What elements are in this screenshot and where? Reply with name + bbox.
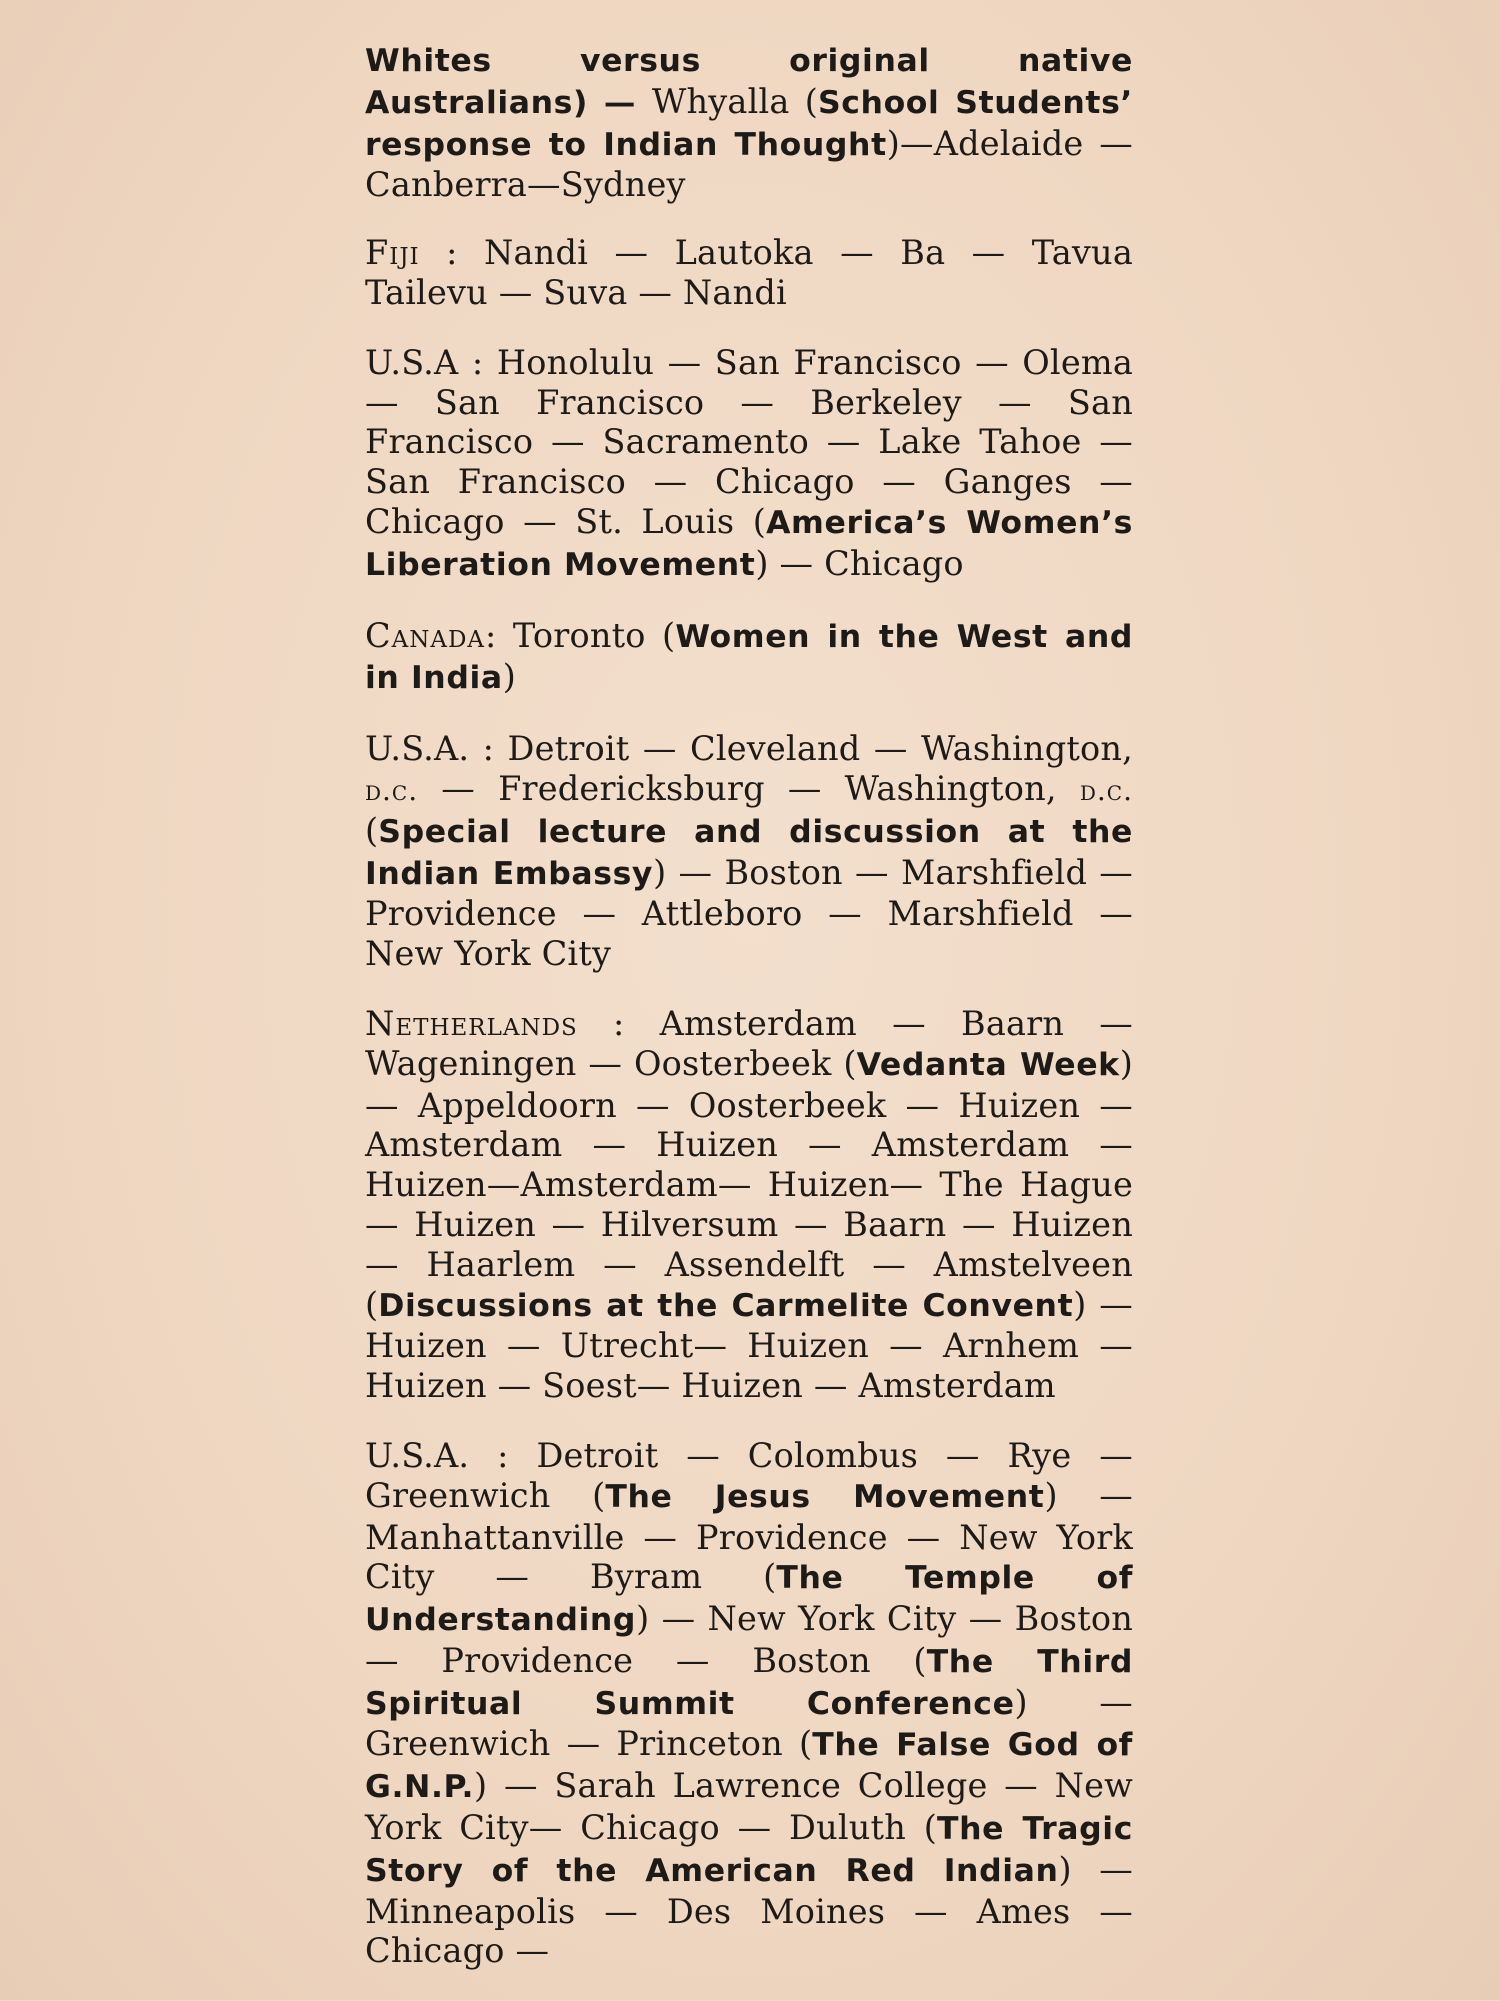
text-segment: The Temple of Understanding <box>365 1560 1133 1639</box>
text-segment: Discussions at the Carmelite Convent <box>378 1287 1074 1324</box>
text-segment: Whites versus original native Australians) — <box>365 43 1133 121</box>
text-segment: ) <box>502 657 517 697</box>
text-segment: ) — Huizen — Utrecht— Huizen — Arnhem — Huizen — Soest— Huizen — Amsterdam <box>365 1284 1133 1406</box>
text-segment: ) — Manhattanville — Providence — New York City — Byram ( <box>365 1475 1133 1597</box>
text-segment: ) — New York City — Boston — Providence — Boston ( <box>365 1599 1133 1680</box>
text-segment: ) — Greenwich — Princeton ( <box>365 1682 1133 1764</box>
text-segment: d.c. <box>365 773 419 807</box>
paragraph-usa-1 <box>365 343 1133 586</box>
text-column <box>365 40 1133 2001</box>
text-segment: ) — Appeldoorn — Oosterbeek — Huizen — Amsterdam — Huizen — Amsterdam — Huizen—Amsterdam— Huizen— The Hague — Huizen — Hilversum — Baarn — Huizen — Haarlem — Assendelft — Amstelveen ( <box>365 1043 1133 1324</box>
text-segment: U.S.A : Honolulu — San Francisco — Olema — San Francisco — Berkeley — San Francisco — Sacramento — Lake Tahoe — San Francisco — Chicago — Ganges — Chicago — St. Louis ( <box>365 342 1133 541</box>
paragraph-usa-2 <box>365 729 1133 974</box>
paragraph-netherlands <box>365 1004 1133 1406</box>
text-segment: Women in the West and in India <box>365 618 1133 697</box>
paragraph-usa-3 <box>365 1436 1133 1971</box>
country-label: Netherlands <box>365 1003 578 1043</box>
text-segment: )—Adelaide — Canberra—Sydney <box>365 123 1133 205</box>
text-segment: The Tragic Story of the American Red Indian <box>365 1811 1133 1889</box>
country-label: Fiji <box>365 233 420 273</box>
text-segment: The Jesus Movement <box>605 1478 1045 1515</box>
text-segment: America’s Women’s Liberation Movement <box>365 504 1133 583</box>
text-segment: ( <box>365 810 379 850</box>
text-segment: ) —Minneapolis — Des Moines — Ames — Chicago — <box>365 1849 1133 1971</box>
text-segment: : Amsterdam — Baarn — Wageningen — Oosterbeek ( <box>365 1003 1133 1083</box>
text-segment: : Nandi — Lautoka — Ba — Tavua Tailevu — Suva — Nandi <box>365 233 1133 312</box>
text-segment: : Toronto ( <box>485 615 676 655</box>
text-segment: The False God of G.N.P. <box>365 1727 1133 1806</box>
paragraph-canada <box>365 616 1133 700</box>
text-segment: ) — Sarah Lawrence College — New York City— Chicago — Duluth ( <box>365 1766 1133 1848</box>
text-segment: School Students’ response to Indian Thought <box>365 84 1133 163</box>
text-segment: U.S.A. : Detroit — Colombus — Rye — Greenwich ( <box>365 1435 1133 1515</box>
text-segment: — Fredericksburg — Washington, <box>418 768 1080 808</box>
text-segment: The Third Spiritual Summit Conference <box>365 1643 1134 1722</box>
paragraph-fiji <box>365 233 1133 313</box>
paragraph-australia <box>365 40 1133 205</box>
text-segment: d.c. <box>1079 773 1133 807</box>
country-label: Canada <box>365 615 486 655</box>
text-segment: U.S.A. : Detroit — Cleveland — Washington, <box>365 729 1133 769</box>
text-segment: Vedanta Week <box>856 1046 1120 1083</box>
text-segment: ) — Chicago <box>755 543 964 583</box>
text-segment: Whyalla ( <box>651 81 818 121</box>
text-segment: ) — Boston — Marshfield — Providence — Attleboro — Marshfield — New York City <box>365 852 1133 974</box>
text-segment: Special lecture and discussion at the Indian Embassy <box>365 813 1133 892</box>
